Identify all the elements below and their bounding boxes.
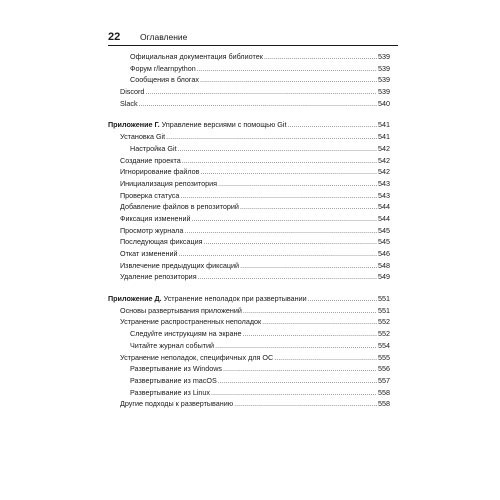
page-ref: 546 <box>378 249 390 258</box>
entry-title: Discord <box>120 87 145 97</box>
leader-dots <box>200 74 377 86</box>
toc-part-heading[interactable] <box>108 119 390 131</box>
page-ref: 542 <box>378 143 390 153</box>
entry-title: Добавление файлов в репозиторий <box>120 202 239 212</box>
part-title <box>108 119 286 131</box>
section-gap <box>108 283 390 293</box>
toc-entry[interactable] <box>108 131 390 143</box>
leader-dots <box>264 51 377 63</box>
entry-title: Читайте журнал событий <box>130 340 215 350</box>
page-number: 22 <box>108 31 121 43</box>
leader-dots <box>197 63 377 75</box>
part-title <box>108 293 307 305</box>
toc-entry[interactable] <box>108 260 390 272</box>
toc-entry[interactable] <box>108 316 390 328</box>
toc-part-heading[interactable] <box>108 293 390 305</box>
leader-dots <box>192 213 377 225</box>
page-ref: 541 <box>378 120 390 130</box>
page-ref: 552 <box>378 317 390 327</box>
page-ref: 549 <box>378 272 390 282</box>
toc-entry[interactable] <box>108 387 390 399</box>
page-ref: 539 <box>378 52 390 61</box>
leader-dots <box>178 143 377 155</box>
part-name: Устранение неполадок при развертывании <box>161 294 307 304</box>
page-ref: 545 <box>378 225 390 235</box>
entry-title: Устранение распространенных неполадок <box>120 317 262 327</box>
page-ref: 555 <box>378 352 390 362</box>
toc-entry[interactable] <box>108 51 390 63</box>
entry-title: Удаление репозитория <box>120 272 197 282</box>
leader-dots <box>243 305 377 317</box>
leader-dots <box>198 271 377 283</box>
toc-entry[interactable] <box>108 63 390 75</box>
running-title: Оглавление <box>140 32 188 42</box>
entry-title: Проверка статуса <box>120 190 180 200</box>
entry-title: Извлечение предыдущих фиксаций <box>120 260 240 270</box>
leader-dots <box>234 398 377 410</box>
page-ref: 544 <box>378 202 390 212</box>
toc-entry[interactable] <box>108 236 390 248</box>
page-ref: 540 <box>378 98 390 108</box>
page-ref: 544 <box>378 213 390 223</box>
toc-entry[interactable] <box>108 166 390 178</box>
leader-dots <box>274 352 377 364</box>
entry-title: Форум r/learnpython <box>130 63 196 73</box>
toc-entry[interactable] <box>108 248 390 260</box>
toc-entry[interactable] <box>108 86 390 98</box>
leader-dots <box>215 340 377 352</box>
entry-title: Устранение неполадок, специфичных для ОС <box>120 352 274 362</box>
toc-entry[interactable] <box>108 225 390 237</box>
page-ref: 554 <box>378 340 390 350</box>
toc-entry[interactable] <box>108 74 390 86</box>
entry-title: Развертывание из macOS <box>130 375 217 385</box>
leader-dots <box>287 119 377 131</box>
leader-dots <box>179 248 377 260</box>
toc-entry[interactable] <box>108 213 390 225</box>
header-rule <box>108 45 398 46</box>
leader-dots <box>308 293 377 305</box>
part-label: Приложение Д. <box>108 294 162 304</box>
page-ref: 552 <box>378 329 390 339</box>
page-ref: 542 <box>378 167 390 177</box>
page-ref: 551 <box>378 294 390 304</box>
section-gap <box>108 109 390 119</box>
leader-dots <box>218 178 377 190</box>
entry-title: Развертывание из Windows <box>130 364 222 374</box>
leader-dots <box>242 328 377 340</box>
entry-title: Следуйте инструкциям на экране <box>130 329 242 339</box>
toc-entry[interactable] <box>108 398 390 410</box>
toc-entry[interactable] <box>108 352 390 364</box>
entry-title: Просмотр журнала <box>120 225 184 235</box>
toc-entry[interactable] <box>108 375 390 387</box>
page-ref: 539 <box>378 75 390 85</box>
page-ref: 541 <box>378 132 390 142</box>
toc-entry[interactable] <box>108 143 390 155</box>
toc-entry[interactable] <box>108 201 390 213</box>
page-ref: 556 <box>378 364 390 374</box>
part-label: Приложение Г. <box>108 120 160 130</box>
entry-title: Создание проекта <box>120 155 181 165</box>
entry-title: Игнорирование файлов <box>120 167 200 177</box>
entry-title: Основы развертывания приложений <box>120 305 242 315</box>
leader-dots <box>223 363 377 375</box>
leader-dots <box>211 387 377 399</box>
page-ref: 551 <box>378 305 390 315</box>
entry-title: Официальная документация библиотек <box>130 52 263 61</box>
leader-dots <box>184 225 377 237</box>
page-ref: 545 <box>378 237 390 247</box>
page-ref: 543 <box>378 190 390 200</box>
leader-dots <box>218 375 377 387</box>
leader-dots <box>262 316 377 328</box>
part-name: Управление версиями с помощью Git <box>159 120 287 130</box>
toc-entry[interactable] <box>108 328 390 340</box>
entry-title: Другие подходы к развертыванию <box>120 399 234 409</box>
page-ref: 539 <box>378 63 390 73</box>
entry-title: Настройка Git <box>130 143 177 153</box>
entry-title: Последующая фиксация <box>120 237 203 247</box>
entry-title: Развертывание из Linux <box>130 387 211 397</box>
page-ref: 539 <box>378 87 390 97</box>
toc-entry[interactable] <box>108 340 390 352</box>
entry-title: Инициализация репозитория <box>120 178 218 188</box>
page-header <box>108 31 398 45</box>
leader-dots <box>201 166 378 178</box>
page-ref: 542 <box>378 155 390 165</box>
toc-entry[interactable] <box>108 363 390 375</box>
toc-entry[interactable] <box>108 178 390 190</box>
table-of-contents <box>108 51 390 410</box>
entry-title: Slack <box>120 98 138 108</box>
page-ref: 543 <box>378 178 390 188</box>
leader-dots <box>182 155 377 167</box>
entry-title: Сообщения в блогах <box>130 75 199 85</box>
entry-title: Фиксация изменений <box>120 213 191 223</box>
leader-dots <box>145 86 377 98</box>
toc-entry[interactable] <box>108 98 390 110</box>
page-ref: 558 <box>378 387 390 397</box>
page-ref: 558 <box>378 399 390 409</box>
leader-dots <box>180 190 377 202</box>
leader-dots <box>204 236 377 248</box>
leader-dots <box>240 260 377 272</box>
leader-dots <box>240 201 377 213</box>
entry-title: Откат изменений <box>120 249 178 258</box>
leader-dots <box>139 98 377 110</box>
page-ref: 548 <box>378 260 390 270</box>
leader-dots <box>166 131 377 143</box>
toc-entry[interactable] <box>108 271 390 283</box>
page-ref: 557 <box>378 375 390 385</box>
toc-entry[interactable] <box>108 305 390 317</box>
toc-entry[interactable] <box>108 155 390 167</box>
toc-entry[interactable] <box>108 190 390 202</box>
entry-title: Установка Git <box>120 132 166 142</box>
